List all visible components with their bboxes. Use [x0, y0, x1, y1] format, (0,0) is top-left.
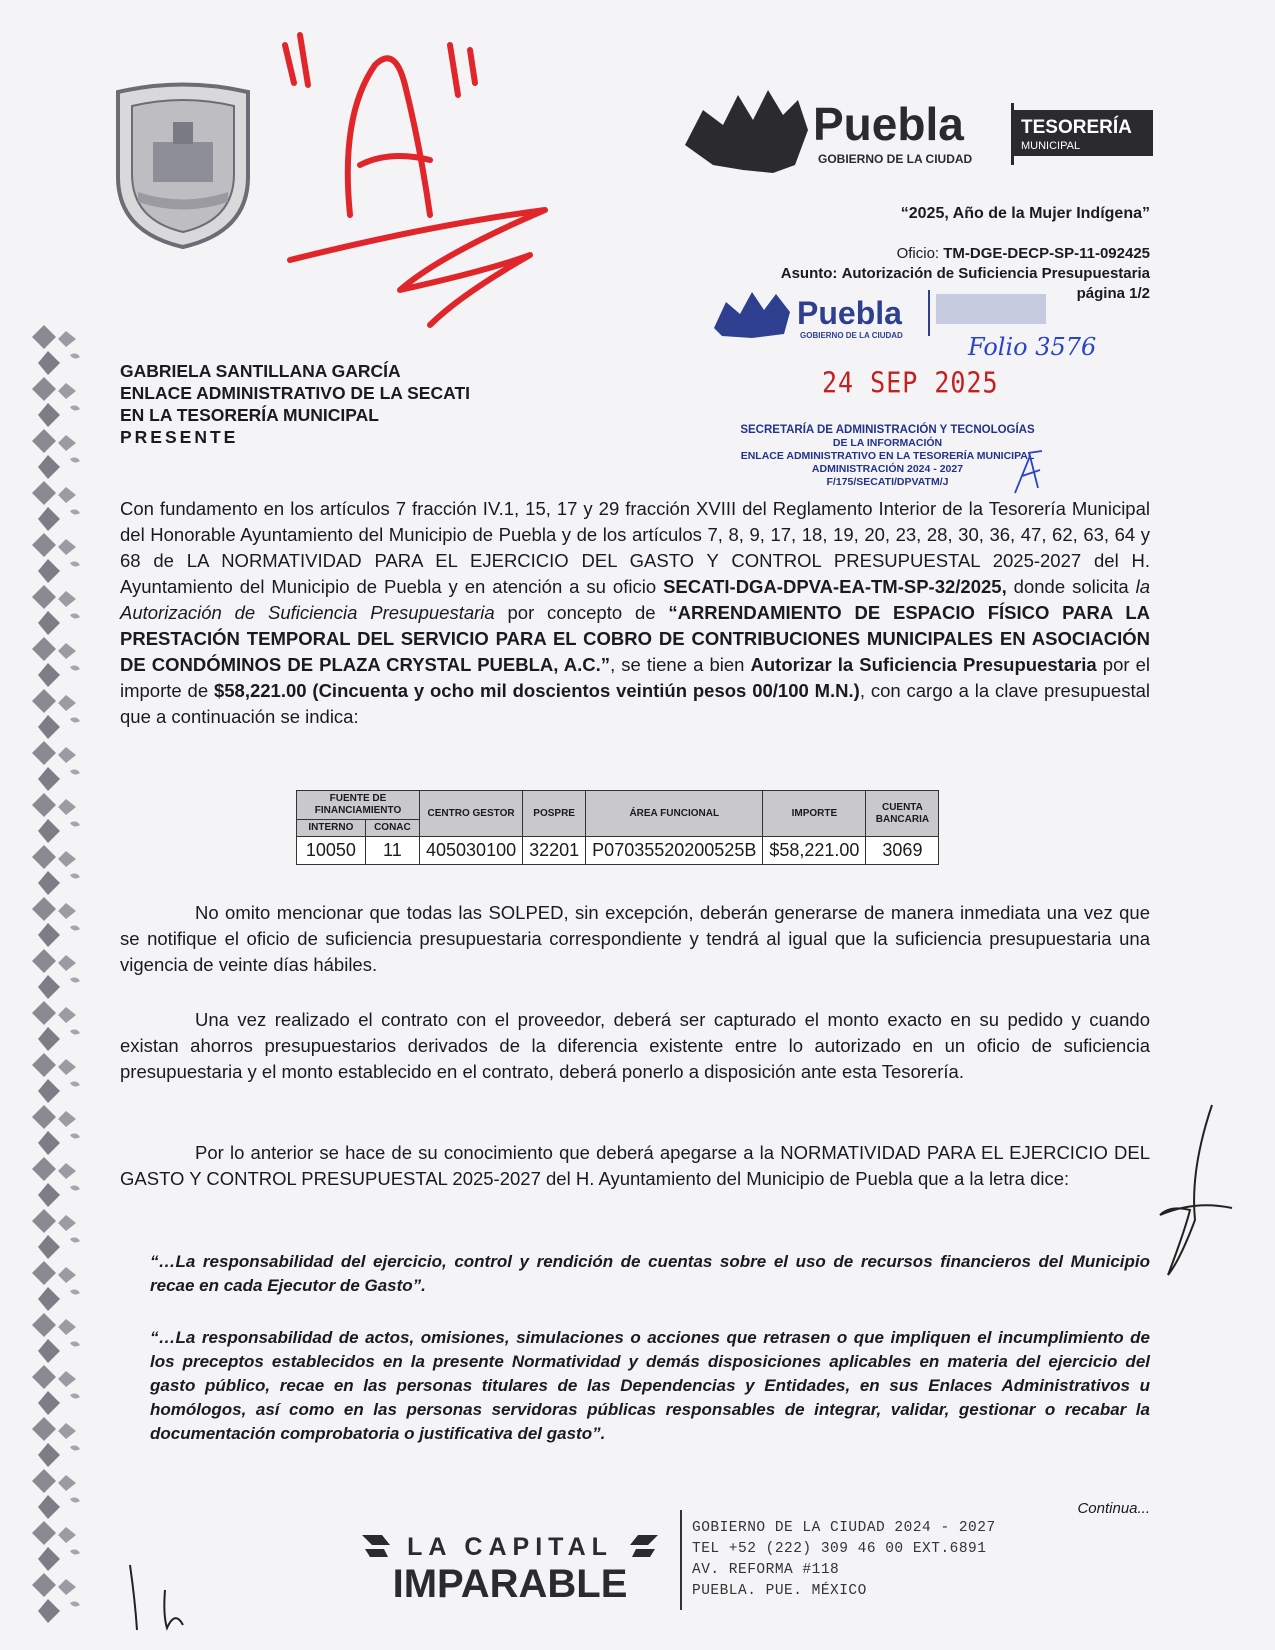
cell-importe: $58,221.00 [763, 837, 866, 865]
cell-interno: 10050 [297, 837, 366, 865]
stamp-line-5: F/175/SECATI/DPVATM/J [826, 476, 949, 488]
p1-oficio-ref: SECATI-DGA-DPVA-EA-TM-SP-32/2025, [663, 576, 1007, 597]
page-number: página 1/2 [1076, 285, 1150, 302]
signature-left [125, 1560, 205, 1635]
th-cuenta-bancaria: CUENTA BANCARIA [866, 791, 939, 837]
table-header-row [297, 791, 939, 820]
logo-sub-text: GOBIERNO DE LA CIUDAD [818, 152, 973, 166]
paragraph-contrato: Una vez realizado el contrato con el proveedor, deberá ser capturado el monto exacto en su pedido y cuando existan ahorros presupuestarios derivados de la diferencia existente entre lo autorizado en un oficio de suficiencia presupuestaria y el monto establecido en el contrato, deberá ponerlo a disposición ante esta Tesorería. [120, 1009, 1150, 1082]
oficio-label: Oficio: [896, 245, 940, 262]
th-importe: IMPORTE [763, 791, 866, 837]
stamp-date: 24 SEP 2025 [822, 365, 999, 400]
p1-text-d: , se tiene a bien [610, 654, 751, 675]
th-fuente: FUENTE DE FINANCIAMIENTO [297, 791, 420, 820]
capital-line-1: LA CAPITAL [407, 1533, 613, 1561]
p1-text-e: por el importe de [120, 654, 1150, 701]
cell-area-funcional: P07035520200525B [586, 837, 763, 865]
p1-text-a: Con fundamento en los artículos 7 fracción IV.1, 15, 17 y 29 fracción XVIII del Reglamento Interior de la Tesorería Municipal del Honorable Ayuntamiento del Municipio de Puebla y de los artículos 7, 8, 9, 17, 18, 19, 20, 23, 28, 30, 36, 47, 62, 63, 64 y 68 de LA NORMATIVIDAD PARA EL EJERCICIO DEL GASTO Y CONTROL PRESUPUESTAL 2025-2027 del H. Ayuntamiento del Municipio de Puebla y en atención a su oficio [120, 498, 1150, 597]
th-interno: INTERNO [297, 820, 366, 837]
footer-addr-3: AV. REFORMA #118 [692, 1562, 840, 1578]
signature-right [1150, 1100, 1240, 1280]
th-centro-gestor: CENTRO GESTOR [420, 791, 523, 837]
p1-text-b: donde solicita [1006, 576, 1136, 597]
quote-responsabilidad-ejercicio: “…La responsabilidad del ejercicio, control y rendición de cuentas sobre el uso de recursos financieros del Municipio recae en cada Ejecutor de Gasto”. [150, 1252, 1150, 1295]
p1-concepto: “ARRENDAMIENTO DE ESPACIO FÍSICO PARA LA PRESTACIÓN TEMPORAL DEL SERVICIO PARA EL COBRO DE CONTRIBUCIONES MUNICIPALES EN ASOCIACIÓN DE CONDÓMINOS DE PLAZA CRYSTAL PUEBLA, A.C.” [120, 602, 1150, 675]
stamp-brand-text: Puebla [797, 295, 902, 331]
cell-conac: 11 [365, 837, 419, 865]
slogan: “2025, Año de la Mujer Indígena” [900, 205, 1150, 222]
budget-key-table [296, 790, 939, 865]
folio-handwritten: Folio 3576 [968, 333, 1097, 361]
paragraph-normatividad: Por lo anterior se hace de su conocimiento que deberá apegarse a la NORMATIVIDAD PARA EL EJERCICIO DEL GASTO Y CONTROL PRESUPUESTAL 2025-2027 del H. Ayuntamiento del Municipio de Puebla que a la letra dice: [120, 1142, 1150, 1189]
th-conac: CONAC [365, 820, 419, 837]
addressee-name: GABRIELA SANTILLANA GARCÍA [120, 361, 401, 381]
th-area-funcional: ÁREA FUNCIONAL [586, 791, 763, 837]
capital-line-2: IMPARABLE [392, 1562, 628, 1605]
stamp-sub-text: GOBIERNO DE LA CIUDAD [800, 331, 903, 340]
addressee-title-1: ENLACE ADMINISTRATIVO DE LA SECATI [120, 383, 470, 403]
paragraph-fundamento [120, 496, 1150, 730]
stamp-line-2: DE LA INFORMACIÓN [832, 437, 943, 449]
th-pospre: POSPRE [523, 791, 586, 837]
paragraph-solped: No omito mencionar que todas las SOLPED, sin excepción, deberán generarse de manera inmediata una vez que se notifique el oficio de suficiencia presupuestaria correspondiente y tendrá al igual que la suficiencia presupuestaria una vigencia de veinte días hábiles. [120, 902, 1150, 975]
continua-label: Continua... [1077, 1500, 1150, 1517]
asunto-label: Asunto: [780, 265, 838, 282]
la-capital-imparable-logo [360, 1525, 660, 1605]
logo-brand-text: Puebla [813, 98, 964, 150]
p1-importe: $58,221.00 (Cincuenta y ocho mil doscientos veintiún pesos 00/100 M.N.) [213, 680, 860, 701]
addressee-block [120, 360, 470, 448]
logo-tesoreria-text: TESORERÍA [1021, 117, 1132, 138]
stamp-line-3: ENLACE ADMINISTRATIVO EN LA TESORERÍA MUNICIPAL [740, 450, 1035, 462]
footer-addr-2: TEL +52 (222) 309 46 00 EXT.6891 [692, 1541, 987, 1557]
oficio-number: TM-DGE-DECP-SP-11-092425 [943, 245, 1150, 262]
table-row [297, 837, 939, 865]
decorative-border [30, 325, 90, 1645]
quote-responsabilidad-actos: “…La responsabilidad de actos, omisiones, simulaciones o acciones que retrasen o que impliquen el incumplimiento de los preceptos establecidos en la presente Normatividad y demás disposiciones aplicables en materia del ejercicio del gasto público, recae en las personas titulares de las Dependencias y Entidades, en sus Enlaces Administrativos u homólogos, así como en las personas servidoras públicas responsables de integrar, validar, gestionar o recabar la documentación comprobatoria o justificativa del gasto”. [150, 1328, 1150, 1443]
p1-autorizar: Autorizar la Suficiencia Presupuestaria [750, 654, 1097, 675]
addressee-title-2: EN LA TESORERÍA MUNICIPAL [120, 405, 379, 425]
puebla-tesoreria-logo [683, 85, 1153, 180]
footer-addr-4: PUEBLA. PUE. MÉXICO [692, 1583, 867, 1599]
stamp-initial-signature [1010, 448, 1050, 498]
cell-pospre: 32201 [523, 837, 586, 865]
cell-centro-gestor: 405030100 [420, 837, 523, 865]
stamp-line-1: SECRETARÍA DE ADMINISTRACIÓN Y TECNOLOGÍAS [740, 424, 1035, 436]
stamp-line-4: ADMINISTRACIÓN 2024 - 2027 [811, 463, 964, 475]
logo-municipal-text: MUNICIPAL [1021, 140, 1081, 152]
addressee-presente: PRESENTE [120, 427, 239, 447]
p1-text-f: , con cargo a la clave presupuestal que a continuación se indica: [120, 680, 1150, 727]
footer-divider [680, 1510, 682, 1610]
cell-cuenta-bancaria: 3069 [866, 837, 939, 865]
handwritten-red-mark [280, 25, 580, 340]
p1-text-c: por concepto de [494, 602, 669, 623]
asunto-text: Autorización de Suficiencia Presupuestaria [841, 265, 1150, 282]
city-seal-icon [108, 82, 258, 252]
footer-address [692, 1518, 996, 1602]
p1-italic: la Autorización de Suficiencia Presupuestaria [120, 576, 1150, 623]
footer-addr-1: GOBIERNO DE LA CIUDAD 2024 - 2027 [692, 1520, 996, 1536]
